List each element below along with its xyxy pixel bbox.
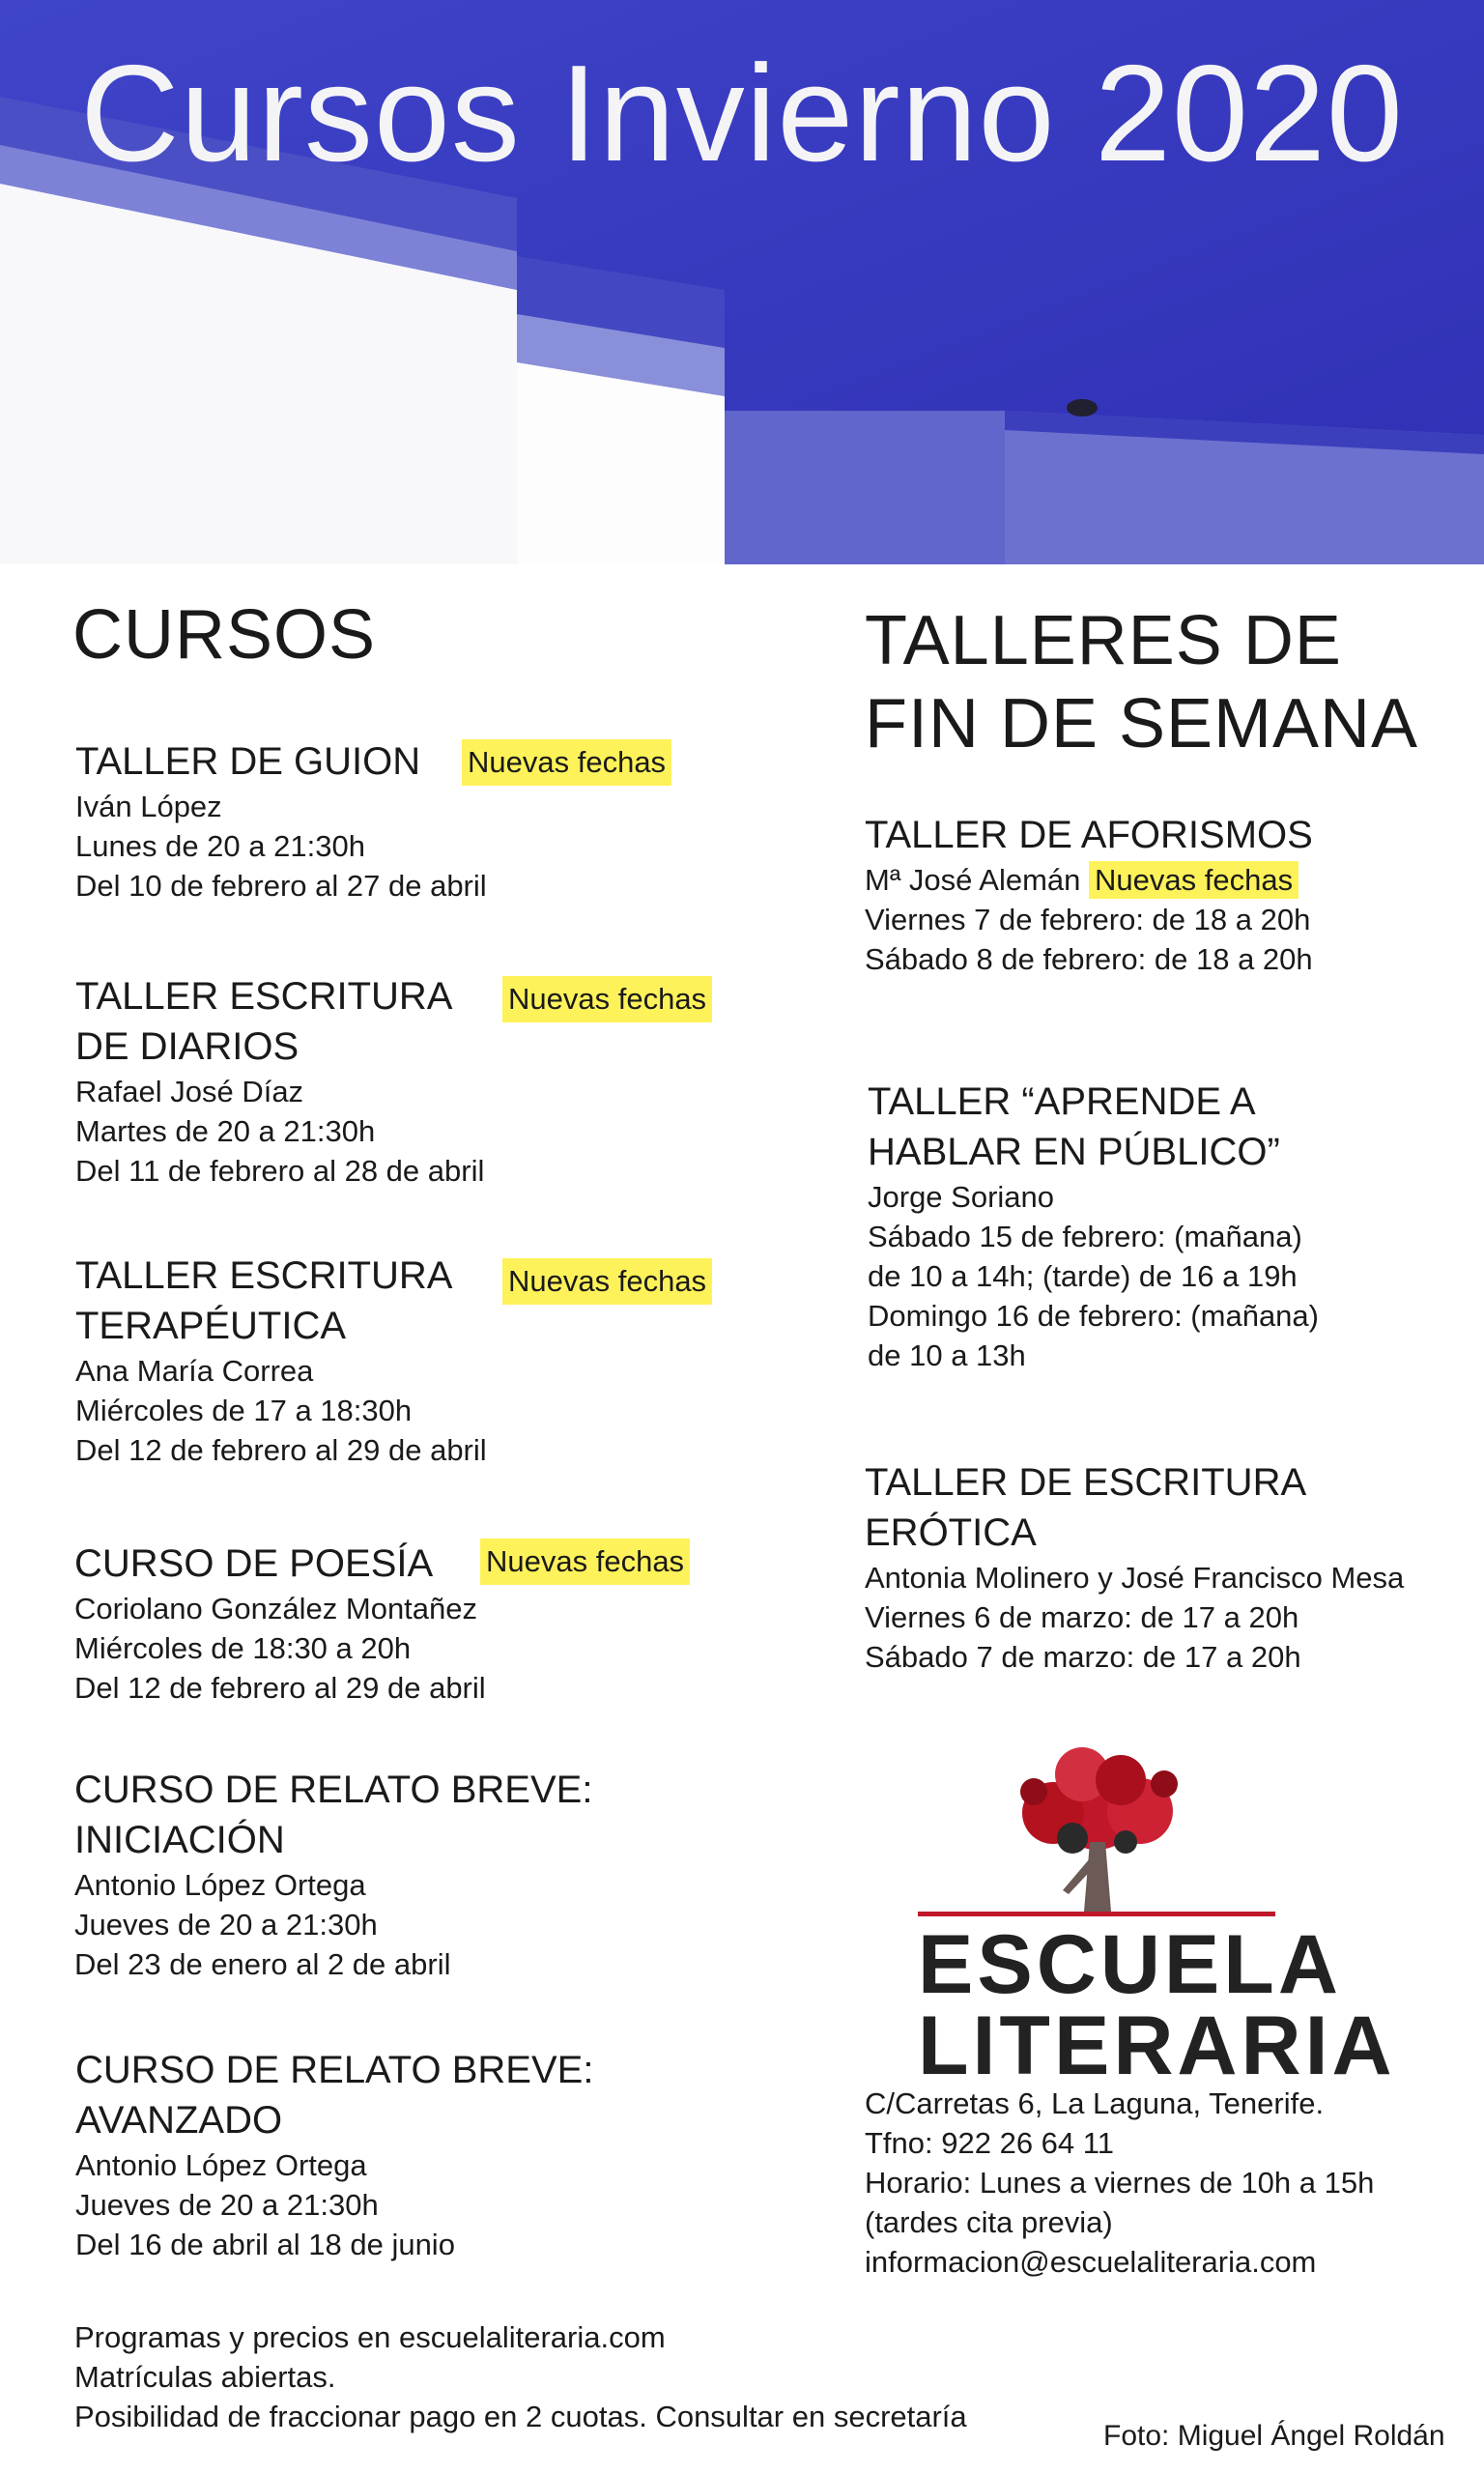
course-title: TALLER DE GUION	[75, 740, 421, 783]
workshop-line: de 10 a 13h	[868, 1338, 1026, 1372]
course-dates: Del 11 de febrero al 28 de abril	[75, 1154, 485, 1188]
footer-line: Posibilidad de fraccionar pago en 2 cuotas. Consultar en secretaría	[74, 2400, 967, 2433]
course-item	[74, 1539, 486, 1708]
contact-email[interactable]: informacion@escuelaliteraria.com	[865, 2245, 1317, 2279]
course-schedule: Miércoles de 18:30 a 20h	[74, 1631, 412, 1665]
course-dates: Del 12 de febrero al 29 de abril	[75, 1433, 487, 1467]
contact-block	[865, 2084, 1374, 2282]
course-title: INICIACIÓN	[74, 1819, 285, 1861]
course-title: AVANZADO	[75, 2099, 283, 2142]
workshop-title: TALLER “APRENDE A	[868, 1080, 1256, 1123]
course-schedule: Lunes de 20 a 21:30h	[75, 829, 365, 863]
course-item	[75, 2045, 593, 2264]
course-schedule: Martes de 20 a 21:30h	[75, 1114, 376, 1148]
workshop-item	[865, 810, 1313, 979]
workshop-item	[865, 1457, 1404, 1677]
workshop-line: Sábado 8 de febrero: de 18 a 20h	[865, 942, 1313, 976]
course-schedule: Jueves de 20 a 21:30h	[75, 2188, 379, 2222]
footer-notes	[74, 2317, 967, 2436]
contact-hours-note: (tardes cita previa)	[865, 2205, 1113, 2239]
course-title: CURSO DE RELATO BREVE:	[74, 1769, 593, 1811]
tree-logo-icon	[918, 1745, 1275, 1919]
course-dates: Del 23 de enero al 2 de abril	[74, 1947, 451, 1981]
cursos-heading: CURSOS	[72, 596, 377, 674]
course-item	[74, 1765, 592, 1984]
workshop-item	[868, 1077, 1319, 1375]
course-teacher: Iván López	[75, 790, 222, 823]
course-title: CURSO DE RELATO BREVE:	[75, 2049, 594, 2091]
workshop-line: Viernes 7 de febrero: de 18 a 20h	[865, 903, 1311, 936]
talleres-heading-line: FIN DE SEMANA	[865, 685, 1419, 762]
course-item	[75, 1251, 487, 1470]
workshop-line: de 10 a 14h; (tarde) de 16 a 19h	[868, 1259, 1298, 1293]
footer-line: Programas y precios en escuelaliteraria.com	[74, 2320, 666, 2354]
talleres-heading	[865, 599, 1418, 765]
contact-hours: Horario: Lunes a viernes de 10h a 15h	[865, 2166, 1375, 2200]
new-dates-badge: Nuevas fechas	[502, 1258, 712, 1305]
course-title: TERAPÉUTICA	[75, 1305, 347, 1347]
course-dates: Del 10 de febrero al 27 de abril	[75, 869, 487, 903]
workshop-title: TALLER DE ESCRITURA	[865, 1461, 1307, 1504]
workshop-teacher: Antonia Molinero y José Francisco Mesa	[865, 1561, 1405, 1595]
contact-phone: Tfno: 922 26 64 11	[865, 2126, 1114, 2160]
workshop-line: Sábado 7 de marzo: de 17 a 20h	[865, 1640, 1301, 1674]
course-schedule: Miércoles de 17 a 18:30h	[75, 1394, 413, 1427]
course-teacher: Antonio López Ortega	[74, 1868, 366, 1902]
footer-line: Matrículas abiertas.	[74, 2360, 336, 2394]
workshop-title: TALLER DE AFORISMOS	[865, 814, 1313, 856]
course-teacher: Ana María Correa	[75, 1354, 314, 1388]
new-dates-badge: Nuevas fechas	[462, 739, 671, 786]
photo-credit: Foto: Miguel Ángel Roldán	[1103, 2420, 1445, 2452]
new-dates-badge: Nuevas fechas	[480, 1539, 690, 1585]
workshop-teacher: Jorge Soriano	[868, 1180, 1055, 1214]
new-dates-badge: Nuevas fechas	[1089, 861, 1298, 899]
workshop-line: Domingo 16 de febrero: (mañana)	[868, 1299, 1319, 1333]
course-title: CURSO DE POESÍA	[74, 1542, 434, 1585]
course-title: DE DIARIOS	[75, 1025, 300, 1068]
workshop-line: Viernes 6 de marzo: de 17 a 20h	[865, 1600, 1299, 1634]
workshop-title: ERÓTICA	[865, 1511, 1037, 1554]
course-title: TALLER ESCRITURA	[75, 1254, 453, 1297]
course-teacher: Rafael José Díaz	[75, 1075, 304, 1108]
course-item	[75, 736, 487, 906]
course-item	[75, 971, 484, 1191]
logo-text-line1: ESCUELA	[918, 1918, 1342, 2011]
course-title: TALLER ESCRITURA	[75, 975, 453, 1018]
course-teacher: Coriolano González Montañez	[74, 1592, 478, 1625]
talleres-heading-line: TALLERES DE	[865, 602, 1342, 679]
workshop-teacher: Mª José Alemán	[865, 863, 1081, 897]
logo-text-line2: LITERARIA	[918, 1999, 1396, 2092]
workshop-title: HABLAR EN PÚBLICO”	[868, 1131, 1280, 1173]
contact-address: C/Carretas 6, La Laguna, Tenerife.	[865, 2086, 1325, 2120]
hero-image	[0, 0, 1484, 564]
workshop-line: Sábado 15 de febrero: (mañana)	[868, 1220, 1302, 1253]
new-dates-badge: Nuevas fechas	[502, 976, 712, 1022]
course-dates: Del 12 de febrero al 29 de abril	[74, 1671, 486, 1705]
course-dates: Del 16 de abril al 18 de junio	[75, 2228, 455, 2261]
course-schedule: Jueves de 20 a 21:30h	[74, 1908, 378, 1942]
page-title: Cursos Invierno 2020	[80, 37, 1404, 190]
course-teacher: Antonio López Ortega	[75, 2148, 367, 2182]
school-logo	[918, 1745, 1396, 2092]
